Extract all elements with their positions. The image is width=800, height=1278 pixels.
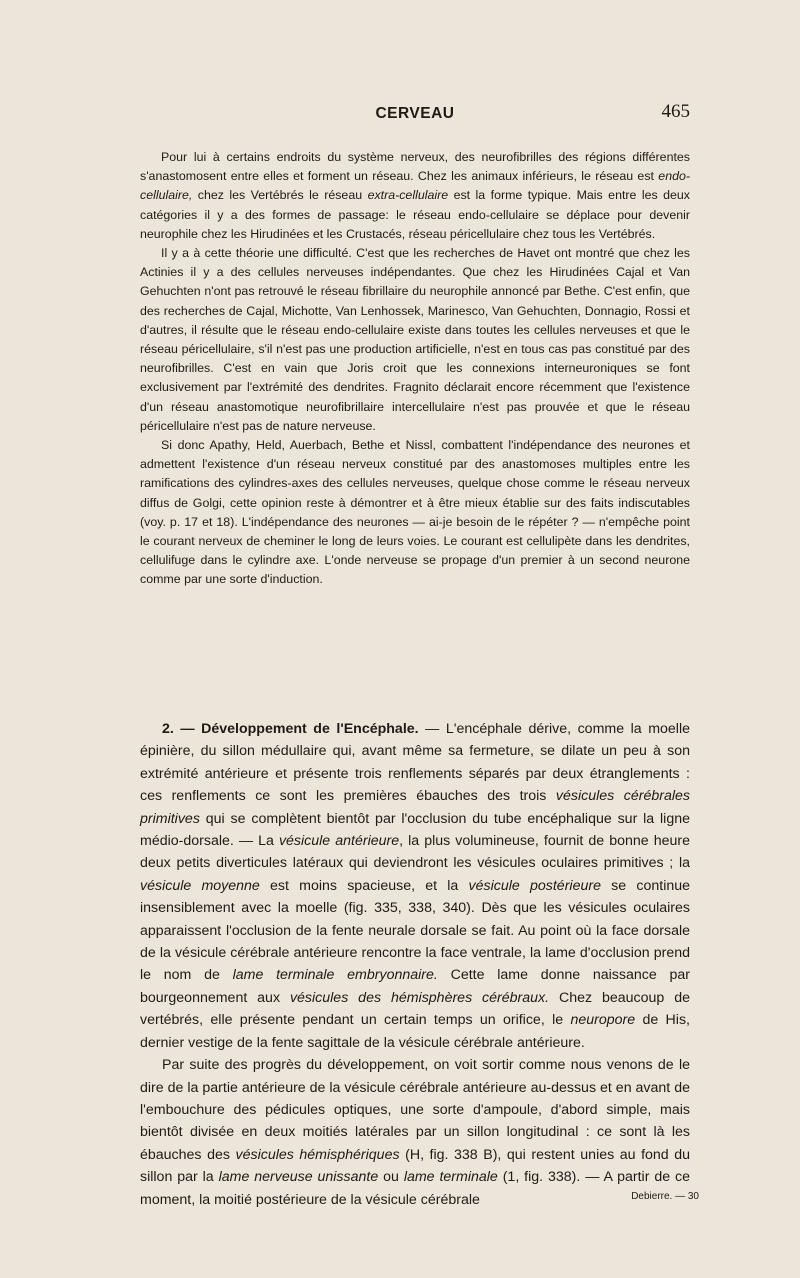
paragraph: Si donc Apathy, Held, Auerbach, Bethe et Nissl, combattent l'indépendance des neurones et admettent l'existence d'un réseau nerveux constitué par des anastomoses multiples entre les ramifications des cylindres-axes des cellules nerveuses, quelque chose comme le réseau nerveux diffus de Golgi, cette opinion reste à démontrer et à être mieux établie sur des faits indiscutables (voy. p. 17 et 18). L'indépendance des neurones — ai-je besoin de le répéter ? — n'empêche point le courant nerveux de cheminer le long de leurs voies. Le courant est cellulipète dans les dendrites, cellulifuge dans le cylindre axe. L'onde nerveuse se propage d'un premier à un second neurone comme par une sorte d'induction. [140,438,690,587]
section-paragraph: 2. — Développement de l'Encéphale. — L'encéphale dérive, comme la moelle épinière, du sillon médullaire qui, avant même sa fermeture, se dilate un peu à son extrémité antérieure et présente trois renflements séparés par deux étranglements : ces renflements ce sont les premières ébauches des trois vésicules cérébrales primitives qui se complètent bientôt par l'occlusion du tube encéphalique sur la ligne médio-dorsale. — La vésicule antérieure, la plus volumineuse, fournit de bonne heure deux petits diverticules latéraux qui deviendront les vésicules oculaires primitives ; la vésicule moyenne est moins spacieuse, et la vésicule postérieure se continue insensiblement avec la moelle (fig. 335, 338, 340). Dès que les vésicules oculaires apparaissent l'occlusion de la fente neurale dorsale se fait. Au point où la face dorsale de la vésicule cérébrale antérieure rencontre la face ventrale, la lame d'occlusion prend le nom de lame terminale embryonnaire. Cette lame donne naissance par bourgeonnement aux vésicules des hémisphères cérébraux. Chez beaucoup de vertébrés, elle présente pendant un certain temps un orifice, le neuropore de His, dernier vestige de la fente sagittale de la vésicule cérébrale antérieure. [140,721,691,1051]
paragraph: Pour lui à certains endroits du système nerveux, des neurofibrilles des régions différentes s'anastomosent entre elles et forment un réseau. Chez les animaux inférieurs, le réseau est endo-cellulaire, chez les Vertébrés le réseau extra-cellulaire est la forme typique. Mais entre les deux catégories il y a des formes de passage: le réseau endo-cellulaire se déplace pour devenir neurophile chez les Hirudinées et les Crustacés, réseau péricellulaire chez tous les Vertébrés. [140,150,690,241]
paragraph: Il y a à cette théorie une difficulté. C'est que les recherches de Havet ont montré que chez les Actinies il y a des cellules nerveuses indépendantes. Que chez les Hirudinées Cajal et Van Gehuchten n'ont pas retrouvé le réseau fibrillaire du neurophile annoncé par Bethe. C'est enfin, que des recherches de Cajal, Michotte, Van Lenhossek, Marinesco, Van Gehuchten, Donnagio, Rossi et d'autres, il résulte que le réseau endo-cellulaire existe dans toutes les cellules nerveuses et que le réseau péricellulaire, s'il n'est pas une production artificielle, n'est en tous cas pas constitué par des neurofibrilles. C'est en vain que Joris croit que les connexions interneuroniques se font exclusivement par l'extrémité des dendrites. Fragnito déclarait encore récemment que l'existence d'un réseau anastomotique neurofibrillaire intercellulaire n'est pas prouvée et que le réseau péricellulaire n'est pas de nature nerveuse. [140,246,690,433]
section-number: 2. — [162,721,195,737]
paragraph: Par suite des progrès du développement, on voit sortir comme nous venons de le dire de la partie antérieure de la vésicule cérébrale antérieure au-dessus et en avant de l'embouchure des pédicules optiques, une sorte d'ampoule, d'abord simple, mais bientôt divisée en deux moitiés latérales par un sillon longitudinal : ce sont là les ébauches des vésicules hémisphériques (H, fig. 338 B), qui restent unies au fond du sillon par la lame nerveuse unissante ou lame terminale (1, fig. 338). — A partir de ce moment, la moitié postérieure de la vésicule cérébrale [140,1057,691,1208]
section-title: Développement de l'Encéphale. [201,721,419,737]
page-header [140,101,690,131]
page-number: 465 [661,101,690,122]
main-text-block [140,718,690,1211]
signature-mark: Debierre. — 30 [631,1191,699,1202]
running-head: CERVEAU [375,105,455,122]
small-print-block [140,148,690,590]
